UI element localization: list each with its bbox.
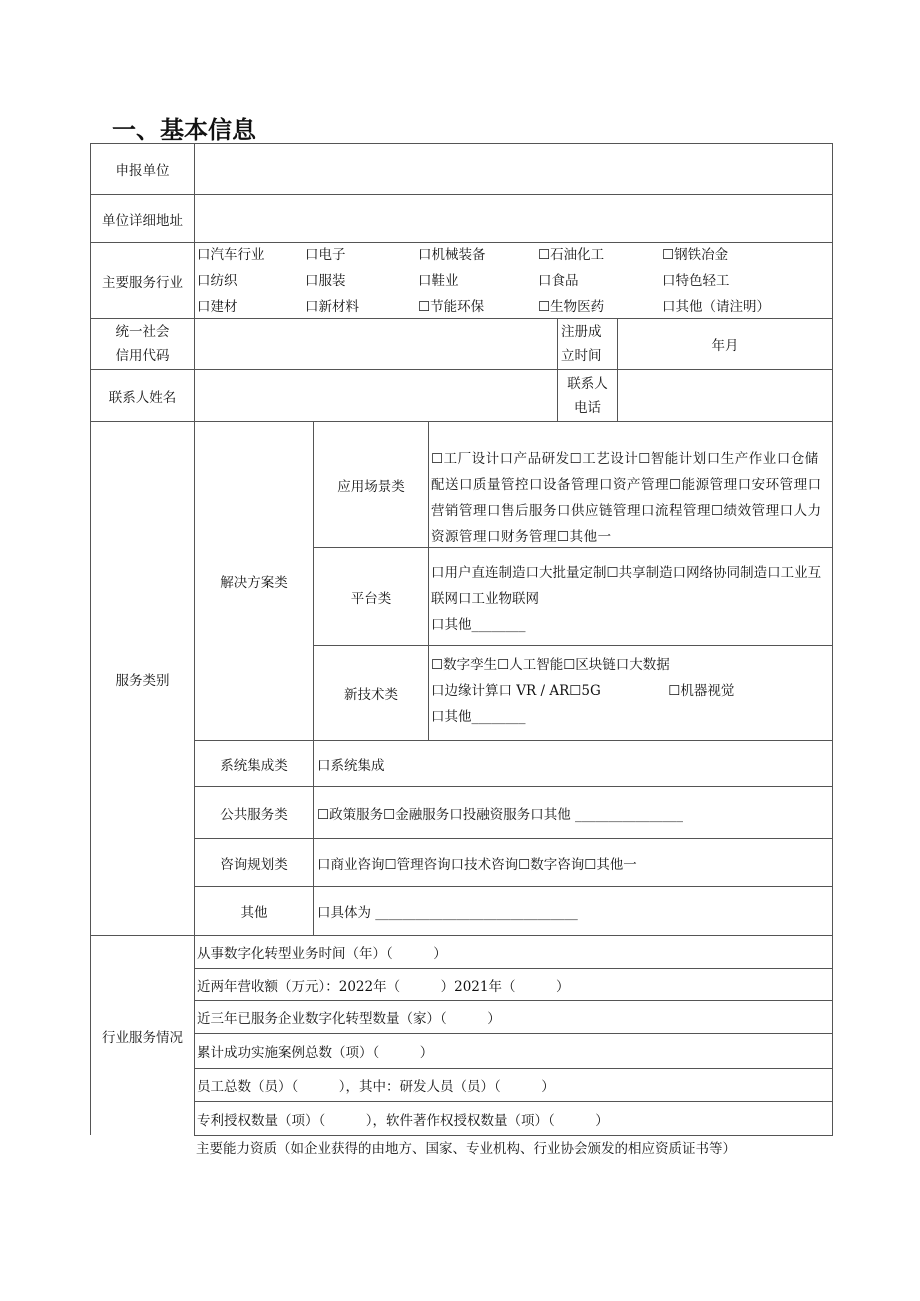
tech-options[interactable] — [428, 645, 833, 741]
industry-option[interactable]: ☐钢铁冶金 — [662, 246, 729, 263]
public-label: 公共服务类 — [194, 786, 314, 839]
qualification-note: 主要能力资质（如企业获得的由地方、国家、专业机构、行业协会颁发的相应资质证书等） — [196, 1141, 736, 1157]
industry-service-row[interactable]: 从事数字化转型业务时间（年）（ ） — [194, 935, 833, 969]
industry-service-row[interactable]: 累计成功实施案例总数（项）（ ） — [194, 1033, 833, 1069]
public-options[interactable]: ☐政策服务☐金融服务口投融资服务口其他 ________________ — [313, 786, 833, 839]
contact-phone-label: 联系人 电话 — [557, 369, 618, 422]
platform-label: 平台类 — [313, 547, 429, 646]
contact-phone-field[interactable] — [617, 369, 833, 422]
industry-service-row[interactable]: 专利授权数量（项）（ ），软件著作权授权数量（项）（ ） — [194, 1101, 833, 1136]
industry-option[interactable]: 口机械装备 — [418, 246, 486, 263]
industry-service-row[interactable]: 员工总数（员）（ ），其中：研发人员（员）（ ） — [194, 1068, 833, 1102]
other-options[interactable]: 口具体为 ______________________________ — [313, 886, 833, 936]
tech-label: 新技术类 — [313, 645, 429, 741]
industry-option[interactable]: ☐节能环保 — [418, 298, 485, 315]
industry-option[interactable]: 口汽车行业 — [197, 246, 265, 263]
platform-line: 口用户直连制造口大批量定制☐共享制造口网络协同制造口工业互联网口工业物联网 — [431, 565, 822, 607]
industry-option[interactable]: 口食品 — [538, 272, 579, 289]
platform-line: 口其他________ — [431, 617, 526, 633]
contact-name-field[interactable] — [194, 369, 558, 422]
applicant-label: 申报单位 — [90, 143, 195, 195]
tech-line: ☐数字孪生☐人工智能☐区块链口大数据 — [431, 657, 670, 673]
si-options[interactable]: 口系统集成 — [313, 740, 833, 787]
solution-label: 解决方案类 — [194, 421, 314, 741]
contact-name-label: 联系人姓名 — [90, 369, 195, 422]
consult-label: 咨询规划类 — [194, 838, 314, 887]
industry-option[interactable]: 口纺织 — [197, 272, 238, 289]
scene-label: 应用场景类 — [313, 421, 429, 548]
industry-option[interactable]: ☐生物医药 — [538, 298, 605, 315]
industry-service-row[interactable]: 近三年已服务企业数字化转型数量（家）（ ） — [194, 1000, 833, 1034]
address-field[interactable] — [194, 194, 833, 243]
section-title: 一、基本信息 — [112, 116, 256, 144]
reg-time-label: 注册成 立时间 — [557, 318, 618, 370]
other-label: 其他 — [194, 886, 314, 936]
industry-option[interactable]: 口服装 — [305, 272, 346, 289]
applicant-field[interactable] — [194, 143, 833, 195]
industry-service-row[interactable]: 近两年营收额（万元）：2022年（ ）2021年（ ） — [194, 968, 833, 1001]
industry-option[interactable]: ☐石油化工 — [538, 246, 605, 263]
industry-label: 主要服务行业 — [90, 242, 195, 319]
industry-option[interactable]: 口电子 — [305, 246, 346, 263]
industry-option[interactable]: 口其他（请注明） — [662, 298, 770, 315]
reg-time-field[interactable]: 年月 — [617, 318, 833, 370]
industry-service-label: 行业服务情况 — [90, 935, 195, 1135]
industry-option[interactable]: 口新材料 — [305, 298, 359, 315]
credit-code-label: 统一社会 信用代码 — [90, 318, 195, 370]
service-category-label: 服务类别 — [90, 421, 195, 936]
tech-line: 口边缘计算口 VR / AR☐5G ☐机器视觉 — [431, 683, 735, 699]
scene-options[interactable]: ☐工厂设计口产品研发☐工艺设计☐智能计划口生产作业口仓储配送口质量管控口设备管理口资产管理☐能源管理口安环管理口营销管理口售后服务口供应链管理口流程管理☐绩效管理口人力资源管理口财务管理☐其他一 — [428, 421, 833, 548]
si-label: 系统集成类 — [194, 740, 314, 787]
industry-option[interactable]: 口特色轻工 — [662, 272, 730, 289]
consult-options[interactable]: 口商业咨询☐管理咨询口技术咨询☐数字咨询☐其他一 — [313, 838, 833, 887]
platform-options[interactable] — [428, 547, 833, 646]
address-label: 单位详细地址 — [90, 194, 195, 243]
industry-option[interactable]: 口建材 — [197, 298, 238, 315]
industry-options — [194, 242, 833, 319]
tech-line: 口其他________ — [431, 709, 526, 725]
industry-option[interactable]: 口鞋业 — [418, 272, 459, 289]
credit-code-field[interactable] — [194, 318, 558, 370]
